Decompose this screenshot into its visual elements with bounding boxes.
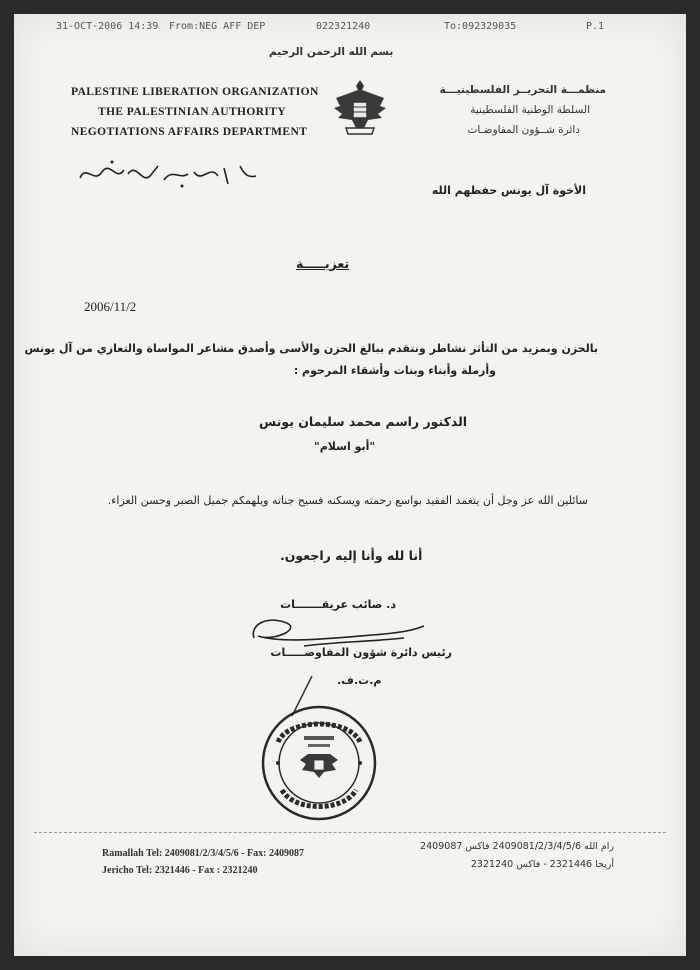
deceased-kunya: "أبو اسلام" (314, 440, 376, 453)
deceased-name: الدكتور راسم محمد سليمان يونس (259, 414, 468, 429)
prayer-line: سائلين الله عز وجل أن يتغمد الفقيد بواسع رحمته ويسكنه فسيح جناته ويلهمكم جميل الصبر وحسن العزاء. (107, 494, 588, 507)
org-abbrev: م.ت.ف. (337, 674, 382, 687)
fax-number: 022321240 (316, 21, 371, 32)
fax-page (14, 14, 686, 956)
footer-divider (34, 832, 666, 833)
letter-date: 2006/11/2 (84, 299, 137, 314)
fax-to: To:092329035 (444, 21, 517, 32)
org-en-line2: THE PALESTINIAN AUTHORITY (98, 106, 287, 118)
quran-verse: أنا لله وأنا إليه راجعون. (280, 548, 423, 563)
official-stamp-icon (258, 702, 380, 824)
footer-ar-line1: رام الله 2409081/2/3/4/5/6 فاكس 2409087 (420, 841, 614, 852)
footer-en-line2: Jericho Tel: 2321446 - Fax : 2321240 (102, 865, 258, 876)
handwritten-note-icon (72, 154, 272, 194)
fax-page-number: P.1 (586, 21, 605, 32)
recipient-line: الأخوة آل يونس حفظهم الله (431, 184, 586, 197)
signatory-title: رئيس دائرة شؤون المفاوضـــــات (270, 646, 452, 659)
basmala: بسم الله الرحمن الرحيم (269, 46, 394, 58)
org-ar-line3: دائرة شــؤون المفاوضـات (467, 124, 580, 136)
org-en-line3: NEGOTIATIONS AFFAIRS DEPARTMENT (71, 126, 308, 138)
org-ar-line2: السلطة الوطنية الفلسطينية (470, 104, 590, 116)
org-en-line1: PALESTINE LIBERATION ORGANIZATION (71, 86, 319, 98)
fax-from: From:NEG AFF DEP (169, 21, 266, 32)
body-line1: بالحزن وبمزيد من التأثر نشاطر ونتقدم ببالغ الحزن والأسى وأصدق مشاعر المواساة والتعازي من آل يونس (24, 342, 598, 355)
eagle-emblem-icon (332, 76, 388, 138)
footer-en-line1: Ramallah Tel: 2409081/2/3/4/5/6 - Fax: 2409087 (102, 848, 304, 859)
fax-timestamp: 31-OCT-2006 14:39 (56, 21, 159, 32)
body-line2: وأرملة وأبناء وبنات وأشقاء المرحوم : (293, 364, 496, 377)
signatory-name: د. صائب عريقـــــــات (280, 598, 396, 611)
letter-title: تعزيـــــة (296, 256, 350, 271)
footer-ar-line2: أريحا 2321446 - فاكس 2321240 (470, 859, 614, 870)
org-ar-line1: منظمـــة التحريــر الفلسطينيـــة (439, 84, 606, 96)
